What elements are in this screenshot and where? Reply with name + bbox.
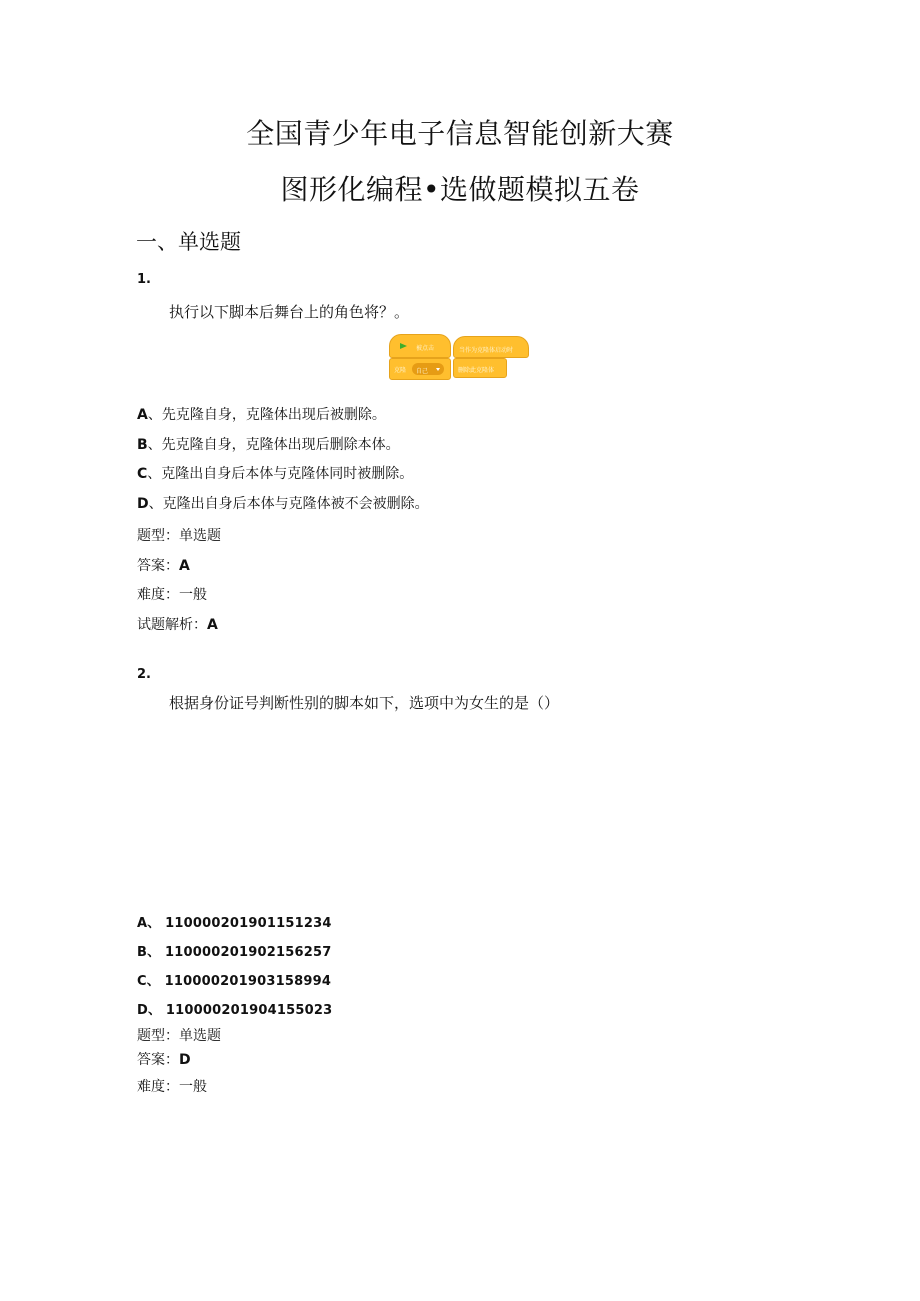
document-title: 全国青少年电子信息智能创新大赛 bbox=[246, 117, 674, 150]
type-value: 单选题 bbox=[179, 1028, 221, 1044]
answer-label: 答案： bbox=[137, 1052, 179, 1068]
clone-start-hat-text: 当作为克隆体启动时 bbox=[459, 347, 514, 354]
question-1-option-a bbox=[137, 404, 386, 424]
question-2-answer bbox=[137, 1049, 191, 1069]
document-subtitle: 图形化编程•选做题模拟五卷 bbox=[280, 173, 640, 206]
option-letter: A bbox=[137, 407, 148, 423]
question-2-type bbox=[137, 1025, 221, 1045]
question-2-difficulty bbox=[137, 1076, 207, 1096]
answer-value: A bbox=[179, 558, 190, 574]
type-label: 题型： bbox=[137, 528, 179, 544]
question-1-difficulty bbox=[137, 584, 207, 604]
option-letter: B bbox=[137, 437, 148, 453]
clone-target-text: 自己 bbox=[416, 368, 429, 375]
question-2-option-d: D、 110000201904155023 bbox=[137, 1003, 333, 1018]
question-1-analysis bbox=[137, 614, 218, 634]
question-1-type bbox=[137, 525, 221, 545]
question-1-number: 1. bbox=[137, 272, 151, 287]
hat-block-text: 被点击 bbox=[416, 345, 435, 352]
option-text: 、克隆出自身后本体与克隆体被不会被删除。 bbox=[148, 496, 429, 512]
clone-target-dropdown bbox=[412, 363, 444, 375]
delete-clone-text: 删除此克隆体 bbox=[458, 367, 495, 374]
question-2-option-c: C、 110000201903158994 bbox=[137, 974, 332, 989]
chevron-down-icon bbox=[436, 368, 440, 371]
question-2-option-a: A、 110000201901151234 bbox=[137, 916, 332, 931]
question-2-option-b: B、 110000201902156257 bbox=[137, 945, 332, 960]
difficulty-label: 难度： bbox=[137, 587, 179, 603]
question-1-option-d bbox=[137, 493, 429, 513]
option-text: 、先克隆自身，克隆体出现后被删除。 bbox=[147, 407, 386, 423]
question-2-number: 2. bbox=[137, 667, 151, 682]
clone-start-hat-block bbox=[453, 336, 529, 358]
option-letter: C bbox=[137, 466, 148, 482]
difficulty-label: 难度： bbox=[137, 1079, 179, 1095]
type-value: 单选题 bbox=[179, 528, 221, 544]
type-label: 题型： bbox=[137, 1028, 179, 1044]
green-flag-hat-block bbox=[389, 334, 451, 358]
answer-label: 答案： bbox=[137, 558, 179, 574]
question-1-stem: 执行以下脚本后舞台上的角色将？。 bbox=[169, 303, 410, 321]
answer-value: D bbox=[179, 1052, 191, 1068]
question-2-stem: 根据身份证号判断性别的脚本如下，选项中为女生的是（） bbox=[169, 694, 560, 712]
analysis-value: A bbox=[207, 617, 218, 633]
difficulty-value: 一般 bbox=[179, 1079, 207, 1095]
option-text: 、先克隆自身，克隆体出现后删除本体。 bbox=[147, 437, 400, 453]
clone-block-text: 克隆 bbox=[394, 367, 407, 374]
question-1-answer bbox=[137, 555, 190, 575]
question-1-scratch-image bbox=[389, 328, 531, 388]
green-flag-icon bbox=[400, 343, 407, 349]
analysis-label: 试题解析： bbox=[137, 617, 207, 633]
question-1-option-c bbox=[137, 463, 413, 483]
option-letter: D bbox=[137, 496, 149, 512]
difficulty-value: 一般 bbox=[179, 587, 207, 603]
question-1-option-b bbox=[137, 434, 400, 454]
delete-clone-block bbox=[453, 358, 507, 378]
option-text: 、克隆出自身后本体与克隆体同时被删除。 bbox=[147, 466, 414, 482]
clone-block bbox=[389, 358, 451, 380]
section-heading: 一、单选题 bbox=[136, 230, 241, 254]
